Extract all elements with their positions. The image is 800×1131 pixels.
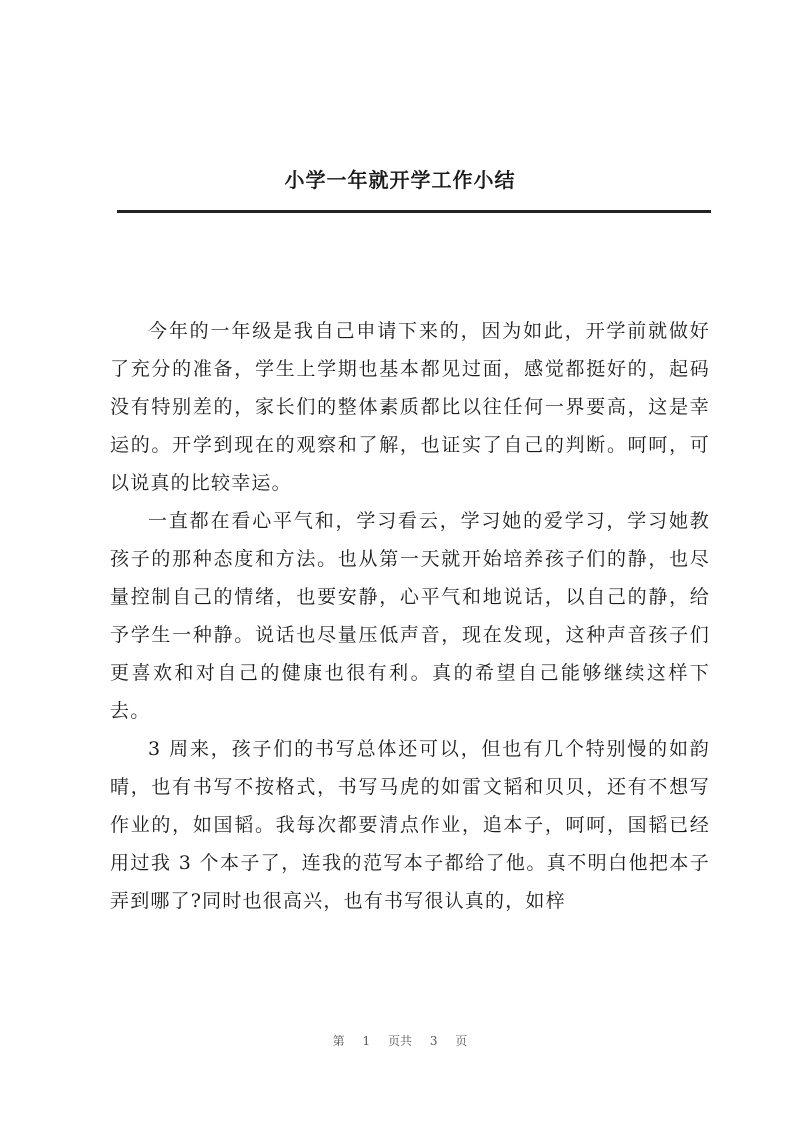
page-footer	[0, 1032, 800, 1049]
title-underline	[117, 210, 711, 213]
page-number: 1	[362, 1034, 371, 1048]
page-label-prefix: 第	[332, 1034, 345, 1048]
page-label-suffix: 页	[455, 1034, 468, 1048]
paragraph: 3 周来，孩子们的书写总体还可以，但也有几个特别慢的如韵晴，也有书写不按格式，书写马虎的如雷文韬和贝贝，还有不想写作业的，如国韬。我每次都要清点作业，追本子，呵呵，国韬已经用过我 3 个本子了，连我的范写本子都给了他。真不明白他把本子弄到哪了?同时也很高兴，也有书写很认真的，如梓	[110, 738, 710, 912]
document-title: 小学一年就开学工作小结	[284, 168, 516, 192]
document-body	[110, 312, 710, 920]
paragraph: 今年的一年级是我自己申请下来的，因为如此，开学前就做好了充分的准备，学生上学期也基本都见过面，感觉都挺好的，起码没有特别差的，家长们的整体素质都比以往任何一界要高，这是幸运的。开学到现在的观察和了解，也证实了自己的判断。呵呵，可以说真的比较幸运。	[110, 320, 710, 494]
page-total: 3	[429, 1034, 438, 1048]
paragraph: 一直都在看心平气和，学习看云，学习她的爱学习，学习她教孩子的那种态度和方法。也从第一天就开始培养孩子们的静，也尽量控制自己的情绪，也要安静，心平气和地说话，以自己的静，给予学生一种静。说话也尽量压低声音，现在发现，这种声音孩子们更喜欢和对自己的健康也很有利。真的希望自己能够继续这样下去。	[110, 510, 710, 722]
page-label-middle: 页共	[387, 1034, 412, 1048]
